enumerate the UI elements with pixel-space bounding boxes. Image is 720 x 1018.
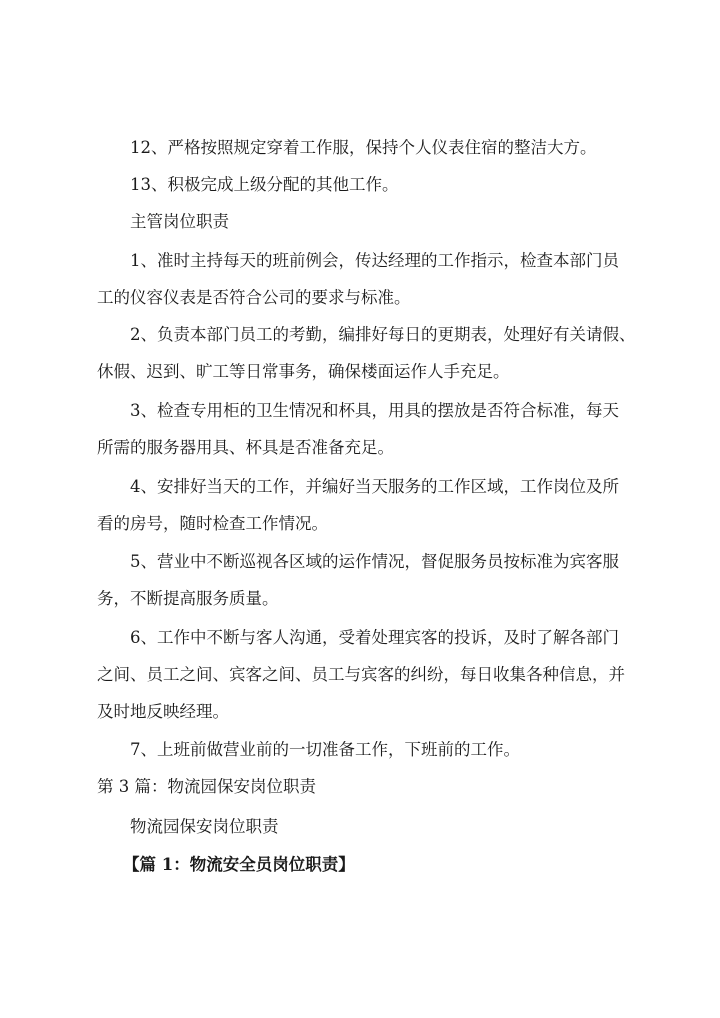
section-heading-text: 主管岗位职责: [130, 212, 229, 231]
paragraph-line: 之间、员工之间、宾客之间、员工与宾客的纠纷，每日收集各种信息，并: [97, 665, 625, 684]
paragraph-line: 看的房号，随时检查工作情况。: [97, 514, 328, 533]
duty-item-3: [97, 392, 642, 466]
article-heading-text: 【篇 1：物流安全员岗位职责】: [123, 855, 355, 874]
paragraph-line: 3、检查专用柜的卫生情况和杯具，用具的摆放是否符合标准，每天: [130, 401, 619, 420]
duty-item-7: [97, 731, 642, 768]
paragraph-line: 7、上班前做营业前的一切准备工作，下班前的工作。: [130, 740, 520, 759]
duty-item-2: [97, 316, 642, 390]
paragraph-line: 13、积极完成上级分配的其他工作。: [130, 175, 399, 194]
paragraph-line: 1、准时主持每天的班前例会，传达经理的工作指示，检查本部门员: [130, 251, 619, 270]
paragraph-line: 工的仪容仪表是否符合公司的要求与标准。: [97, 288, 411, 307]
chapter-heading: [97, 768, 642, 805]
paragraph-line: 所需的服务器用具、杯具是否准备充足。: [97, 438, 394, 457]
paragraph-line: 4、安排好当天的工作，并编好当天服务的工作区域，工作岗位及所: [130, 477, 619, 496]
paragraph-line: 务，不断提高服务质量。: [97, 589, 279, 608]
duty-item-6: [97, 619, 642, 730]
section-heading-text: 物流园保安岗位职责: [130, 817, 279, 836]
paragraph-line: 及时地反映经理。: [97, 702, 229, 721]
paragraph-13: [97, 166, 642, 203]
duty-item-1: [97, 242, 642, 316]
paragraph-line: 休假、迟到、旷工等日常事务，确保楼面运作人手充足。: [97, 362, 510, 381]
chapter-heading-text: 第 3 篇：物流园保安岗位职责: [97, 777, 316, 796]
section-heading-supervisor: [97, 203, 642, 240]
paragraph-12: [97, 129, 642, 166]
paragraph-line: 2、负责本部门员工的考勤，编排好每日的更期表，处理好有关请假、: [130, 325, 636, 344]
duty-item-5: [97, 543, 642, 617]
paragraph-line: 12、严格按照规定穿着工作服，保持个人仪表住宿的整洁大方。: [130, 138, 597, 157]
article-heading: [97, 846, 642, 883]
section-heading-security: [97, 808, 642, 845]
paragraph-line: 6、工作中不断与客人沟通，受着处理宾客的投诉，及时了解各部门: [130, 628, 619, 647]
paragraph-line: 5、营业中不断巡视各区域的运作情况，督促服务员按标准为宾客服: [130, 552, 619, 571]
duty-item-4: [97, 468, 642, 542]
